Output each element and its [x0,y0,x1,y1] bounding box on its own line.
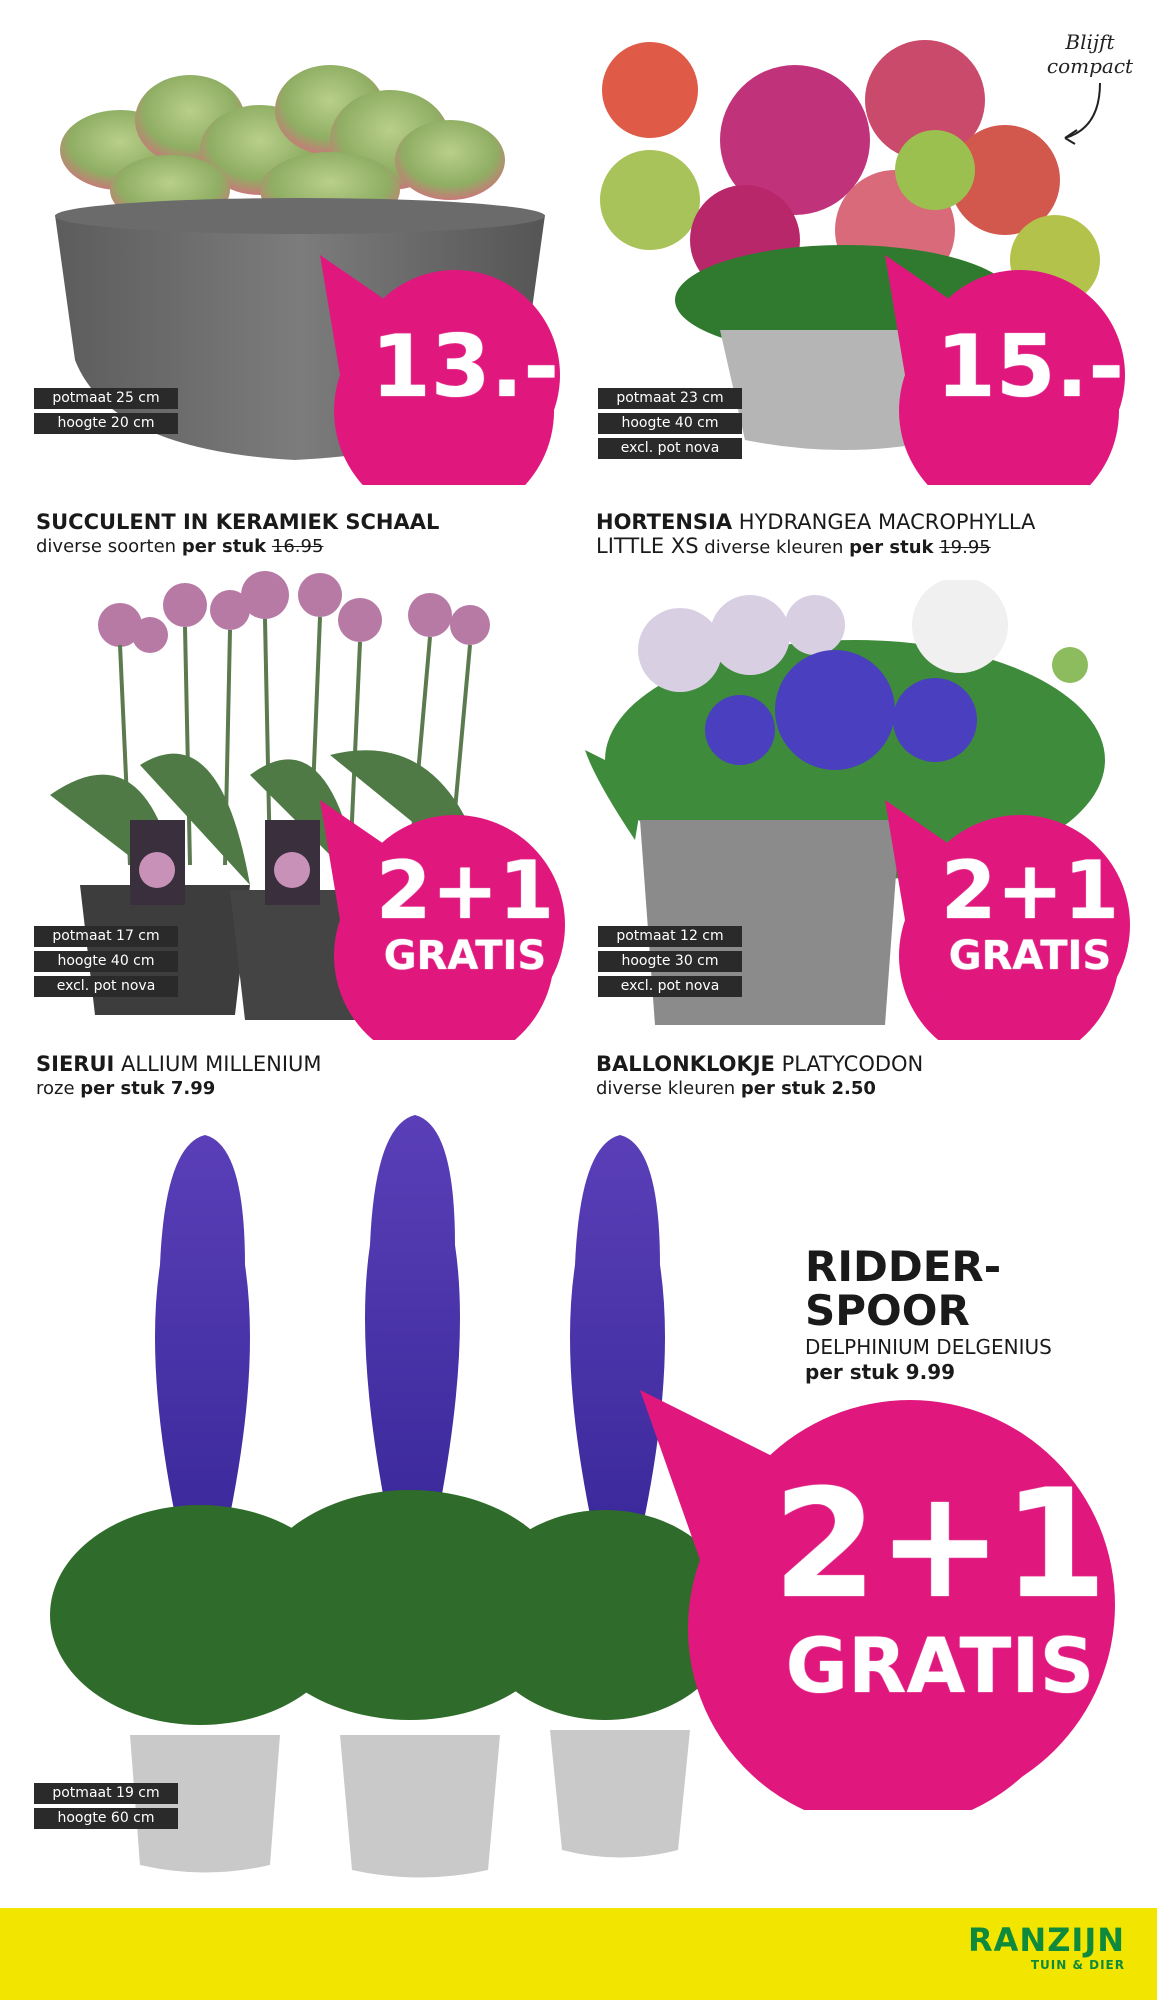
price-unit: per stuk [849,537,934,558]
note-line1: Blijft [1065,30,1115,54]
hydrangea-price-badge [875,255,1135,485]
note-line2: compact [1046,54,1134,78]
succulent-caption [36,510,439,558]
footer-bar [0,1908,1157,2000]
size-label: excl. pot nova [598,976,742,997]
delphinium-size-labels [34,1783,178,1829]
product-variety: diverse soorten [36,536,177,557]
size-label: potmaat 23 cm [598,388,742,409]
platycodon-size-labels [598,926,742,997]
size-label: potmaat 25 cm [34,388,178,409]
old-price: 19.95 [939,537,991,558]
size-label: potmaat 19 cm [34,1783,178,1804]
price-unit: per stuk [181,536,267,557]
product-latin-name: ALLIUM MILLENIUM [121,1052,322,1076]
price-unit: per stuk 9.99 [805,1360,956,1384]
product-latin-name: HYDRANGEA MACROPHYLLA [738,510,1036,534]
hydrangea-size-labels [598,388,742,459]
product-name: SIERUI [36,1052,115,1076]
brand-logo [968,1922,1125,1972]
price-text: 15.- [935,317,1125,417]
product-colors: diverse kleuren [704,537,844,558]
brand-name: RANZIJN [968,1921,1125,1959]
promo-text: 2+1 [940,844,1120,937]
allium-size-labels [34,926,178,997]
size-label: potmaat 17 cm [34,926,178,947]
hydrangea-caption [596,510,1035,559]
size-label: excl. pot nova [598,438,742,459]
succulent-price-badge [310,255,570,485]
allium-price-badge [310,800,570,1040]
size-label: hoogte 30 cm [598,951,742,972]
product-variety: LITTLE XS [596,534,699,558]
size-label: excl. pot nova [34,976,178,997]
succulent-size-labels [34,388,178,434]
product-title-line1: RIDDER- [805,1242,1002,1291]
size-label: hoogte 40 cm [34,951,178,972]
product-latin-name: PLATYCODON [781,1052,924,1076]
size-label: hoogte 20 cm [34,413,178,434]
delphinium-price-badge [640,1390,1120,1810]
compact-note [1045,30,1135,153]
brand-subtitle: TUIN & DIER [1030,1958,1125,1972]
size-label: hoogte 40 cm [598,413,742,434]
product-name: HORTENSIA [596,510,733,534]
promo-gratis-text: GRATIS [785,1621,1095,1710]
price-text: 13.- [370,317,560,417]
old-price: 16.95 [271,536,324,557]
promo-gratis-text: GRATIS [948,933,1112,979]
curved-arrow-icon [1055,78,1115,148]
product-name: SUCCULENT IN KERAMIEK SCHAAL [36,510,440,534]
product-color: roze [36,1078,75,1099]
product-name: BALLONKLOKJE [596,1052,775,1076]
size-label: hoogte 60 cm [34,1808,178,1829]
product-latin-name: DELPHINIUM DELGENIUS [805,1335,1052,1359]
allium-caption [36,1052,322,1100]
product-title-line2: SPOOR [805,1286,970,1335]
price-unit: per stuk 2.50 [740,1078,876,1099]
promo-text: 2+1 [375,844,555,937]
promo-text: 2+1 [772,1458,1108,1632]
price-unit: per stuk 7.99 [80,1078,216,1099]
platycodon-price-badge [875,800,1135,1040]
promo-gratis-text: GRATIS [383,933,547,979]
delphinium-title-block [805,1242,1052,1385]
size-label: potmaat 12 cm [598,926,742,947]
product-colors: diverse kleuren [596,1078,736,1099]
platycodon-caption [596,1052,923,1100]
